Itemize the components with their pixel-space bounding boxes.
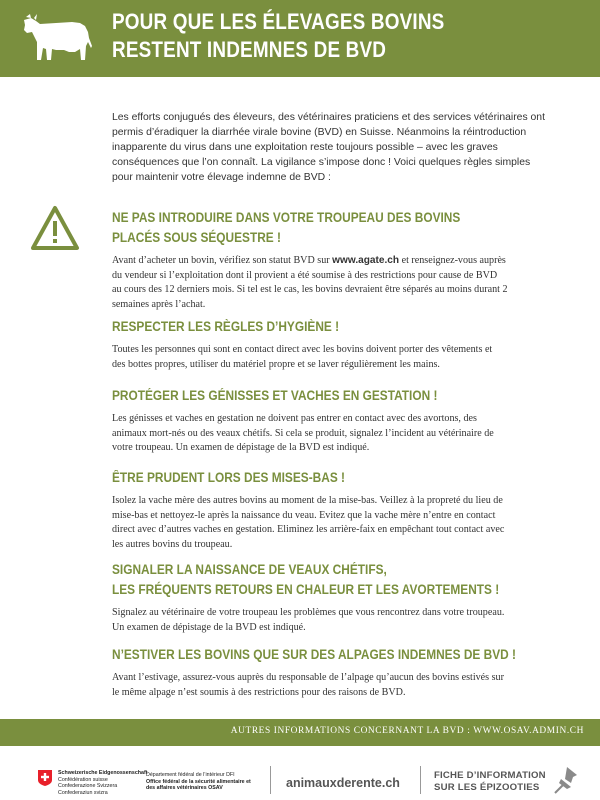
section-title: PROTÉGER LES GÉNISSES ET VACHES EN GESTATION !: [112, 388, 438, 403]
section-text: Signalez au vétérinaire de votre troupeau les problèmes que vous rencontrez dans votre troupeau. Un examen de dépistage de la BVD est indiqué.: [112, 607, 505, 633]
section-quarantine: [112, 208, 562, 312]
section-title-line-1: SIGNALER LA NAISSANCE DE VEAUX CHÉTIFS,: [112, 562, 387, 577]
text-part: Avant d’acheter un bovin, vérifiez son statut BVD sur: [112, 255, 333, 266]
intro-paragraph: Les efforts conjugués des éleveurs, des vétérinaires praticiens et des services vétérinaires ont permis d’éradiquer la diarrhée virale bovine (BVD) en Suisse. Néanmoins la réintroduction inapparente du virus dans une exploitation reste toujours possible – avec les graves conséquences que l’on connaît. La vigilance s’impose donc ! Voici quelques règles simples pour maintenir votre élevage indemne de BVD :: [112, 112, 545, 183]
info-link[interactable]: AUTRES INFORMATIONS CONCERNANT LA BVD : WWW.OSAV.ADMIN.CH: [230, 726, 584, 736]
website-link[interactable]: animauxderente.ch: [286, 776, 400, 790]
section-title: N’ESTIVER LES BOVINS QUE SUR DES ALPAGES INDEMNES DE BVD !: [112, 647, 516, 662]
section-birth: [112, 468, 562, 552]
section-text: Toutes les personnes qui sont en contact direct avec les bovins doivent porter des vêtements et des bottes propres, utiliser du matériel propre et se laver régulièrement les mains.: [112, 344, 493, 370]
section-title-line-1: NE PAS INTRODUIRE DANS VOTRE TROUPEAU DES BOVINS: [112, 210, 461, 225]
header-banner: [0, 0, 600, 77]
footer-divider: [420, 766, 421, 794]
section-title: RESPECTER LES RÈGLES D’HYGIÈNE !: [112, 319, 340, 334]
title-line-2: RESTENT INDEMNES DE BVD: [112, 37, 387, 62]
agate-link[interactable]: www.agate.ch: [332, 255, 400, 266]
title-line-1: POUR QUE LES ÉLEVAGES BOVINS: [112, 9, 445, 34]
office-line: Office fédéral de la sécurité alimentaire et: [146, 778, 251, 785]
text-part: et renseignez-vous auprès du vendeur si l’exploitation dont il provient a été soumise à des restrictions pour cause de BVD au cours des 12 derniers mois. Si tel est le cas, les bovins devraient être séparés au moins durant 2 semaines après l’achat.: [112, 255, 508, 310]
section-title-line-2: PLACÉS SOUS SÉQUESTRE !: [112, 230, 282, 245]
section-hygiene: [112, 317, 562, 372]
section-alpine: [112, 645, 562, 700]
confederation-text: [58, 770, 148, 796]
section-title-line-2: LES FRÉQUENTS RETOURS EN CHALEUR ET LES AVORTEMENTS !: [112, 582, 500, 597]
confederation-line: Schweizerische Eidgenossenschaft: [58, 770, 148, 776]
footer-divider: [270, 766, 271, 794]
confederation-line: Confederaziun svizra: [58, 789, 108, 796]
section-title: ÊTRE PRUDENT LORS DES MISES-BAS !: [112, 470, 346, 485]
warning-icon: [30, 205, 80, 251]
section-report: [112, 560, 562, 635]
section-title: [112, 560, 508, 600]
section-gestation: [112, 386, 562, 456]
confederation-line: Confédération suisse: [58, 776, 108, 783]
department-line: Département fédéral de l’intérieur DFI: [146, 772, 235, 778]
pushpin-icon: [553, 765, 581, 795]
fiche-label: [434, 770, 546, 794]
section-text: Les génisses et vaches en gestation ne doivent pas entrer en contact avec des avortons, des animaux mort-nés ou des veaux chétifs. Si cela se produit, signalez l’incident au vétérinaire de votre troupeau. Un examen de dépistage de la BVD est indiqué.: [112, 413, 494, 453]
info-band: [0, 719, 600, 746]
section-text: Avant l’estivage, assurez-vous auprès du responsable de l’alpage qu’aucun des bovins estivés sur le même alpage n’est soumis à des restrictions pour des raisons de BVD.: [112, 672, 504, 698]
department-text: [146, 772, 251, 792]
swiss-flag-icon: [38, 770, 52, 786]
fiche-line: SUR LES ÉPIZOOTIES: [434, 782, 540, 793]
confederation-line: Confederazione Svizzera: [58, 783, 118, 789]
section-text: Isolez la vache mère des autres bovins au moment de la mise-bas. Veillez à la propreté du lieu de mise-bas et nettoyez-le après la naissance du veau. Evitez que la vache mère n’entre en contact direct avec d’autres vaches en gestation. Eliminez les arrière-faix en empêchant tout contact avec les autres bovins du troupeau.: [112, 495, 505, 550]
page-title: [112, 8, 516, 64]
office-line: des affaires vétérinaires OSAV: [146, 785, 223, 791]
section-text: [112, 254, 508, 312]
section-title: [112, 208, 508, 248]
fiche-line: FICHE D’INFORMATION: [434, 770, 546, 781]
cow-icon: [22, 12, 97, 62]
